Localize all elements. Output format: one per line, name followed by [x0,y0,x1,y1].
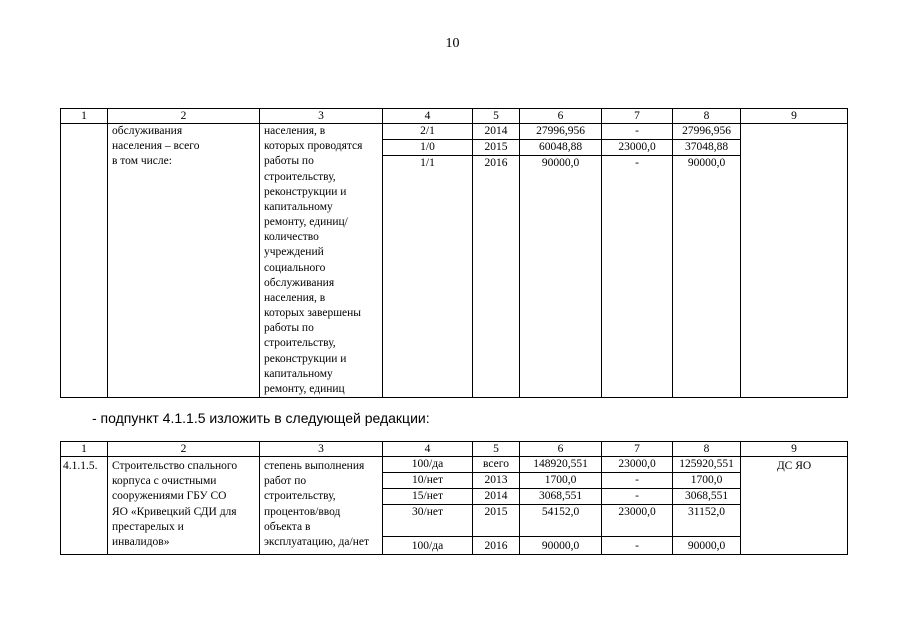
cell-name: обслуживания населения – всего в том числе: [108,124,260,398]
sub-cell: 90000,0 [541,540,580,552]
sub-cell: 30/нет [383,505,472,537]
sub-cell: 10/нет [383,473,472,489]
sub-cell: 90000,0 [687,157,726,169]
col-values [383,124,473,398]
cell-indicator: населения, в которых проводятся работы по строительству, реконструкции и капитальному ремонту, единиц/ количество учреждений социального обслуживания населения, в которых завершены работы по строительству, реконструкции и капитальному ремонту, единиц [260,124,383,398]
cell-executor [741,124,848,398]
sub-cell: 15/нет [383,489,472,505]
header-cell: 5 [473,442,520,457]
cell-item-number [61,124,108,398]
col-total [520,124,602,398]
header-cell: 4 [383,442,473,457]
sub-cell: 23000,0 [602,140,672,156]
page-number: 10 [445,36,460,51]
header-cell: 9 [741,442,848,457]
sub-cell: 148920,551 [520,457,601,473]
sub-cell: 125920,551 [673,457,740,473]
sub-cell: всего [473,457,519,473]
header-cell: 6 [520,442,602,457]
col-funding-8 [673,124,741,398]
sub-cell: 37048,88 [673,140,740,156]
header-cell: 2 [108,442,260,457]
sub-cell: 54152,0 [520,505,601,537]
sub-cell: 23000,0 [602,505,672,537]
col-total [520,457,602,555]
sub-cell: 27996,956 [520,124,601,140]
cell-executor: ДС ЯО [741,457,848,555]
sub-cell: - [602,489,672,505]
header-cell: 3 [260,109,383,124]
col-funding-7 [602,457,673,555]
sub-cell: - [602,473,672,489]
sub-cell: 27996,956 [673,124,740,140]
header-cell: 3 [260,442,383,457]
col-values [383,457,473,555]
sub-cell: 90000,0 [687,540,726,552]
cell-item-number: 4.1.1.5. [61,457,108,555]
header-cell: 6 [520,109,602,124]
table-continuation [60,108,848,398]
header-cell: 4 [383,109,473,124]
sub-cell: 2013 [473,473,519,489]
col-funding-7 [602,124,673,398]
sub-cell: 23000,0 [602,457,672,473]
col-funding-8 [673,457,741,555]
sub-cell: 2016 [484,157,508,169]
header-row [61,109,848,124]
sub-cell: 100/да [383,457,472,473]
sub-cell: 1/0 [383,140,472,156]
header-cell: 8 [673,109,741,124]
table-row [61,124,848,398]
sub-cell: 2016 [484,540,508,552]
sub-cell: 60048,88 [520,140,601,156]
header-cell: 5 [473,109,520,124]
sub-cell: 2/1 [383,124,472,140]
header-cell: 7 [602,109,673,124]
cell-indicator: степень выполнения работ по строительству, процентов/ввод объекта в эксплуатацию, да/нет [260,457,383,555]
sub-cell: 2014 [473,124,519,140]
sub-cell: - [602,124,672,140]
sub-cell: 31152,0 [673,505,740,537]
sub-cell: 2015 [473,140,519,156]
header-row [61,442,848,457]
sub-cell: 1700,0 [520,473,601,489]
header-cell: 7 [602,442,673,457]
sub-cell: 90000,0 [541,157,580,169]
sub-cell: - [635,157,639,169]
header-cell: 1 [61,109,108,124]
header-cell: 8 [673,442,741,457]
cell-name: Строительство спального корпуса с очистными сооружениями ГБУ СО ЯО «Кривецкий СДИ для престарелых и инвалидов» [108,457,260,555]
amendment-text: - подпункт 4.1.1.5 изложить в следующей редакции: [92,410,430,426]
sub-cell: 2015 [473,505,519,537]
sub-cell: - [635,540,639,552]
header-cell: 2 [108,109,260,124]
header-cell: 1 [61,442,108,457]
table-amended-4-1-1-5 [60,441,848,555]
sub-cell: 1700,0 [673,473,740,489]
table-row [61,457,848,555]
header-cell: 9 [741,109,848,124]
sub-cell: 3068,551 [520,489,601,505]
col-years [473,124,520,398]
sub-cell: 100/да [411,540,444,552]
sub-cell: 2014 [473,489,519,505]
col-years [473,457,520,555]
sub-cell: 1/1 [420,157,435,169]
sub-cell: 3068,551 [673,489,740,505]
